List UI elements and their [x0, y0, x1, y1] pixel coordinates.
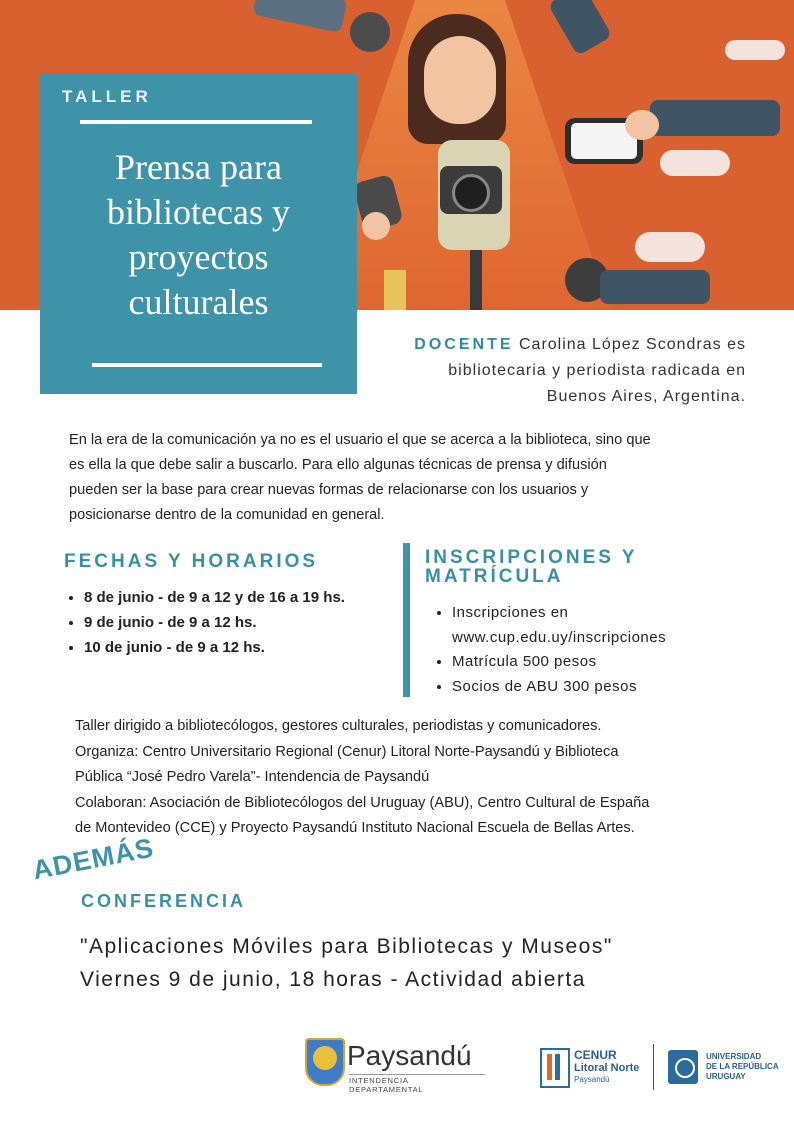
inscripciones-item	[452, 601, 666, 650]
info-line: Pública “José Pedro Varela”- Intendencia de Paysandú	[75, 769, 430, 785]
fecha-item: • 9 de junio - de 9 a 12 hs.	[84, 610, 345, 635]
workshop-label: TALLER	[62, 87, 152, 106]
docente-text: Buenos Aires, Argentina.	[546, 388, 746, 405]
reporter-arm	[650, 100, 780, 136]
microphone-icon	[350, 12, 390, 52]
ademas-label: ADEMÁS	[30, 832, 157, 886]
socios-item: • Socios de ABU 300 pesos	[452, 675, 666, 700]
fechas-title: FECHAS Y HORARIOS	[64, 551, 319, 572]
intro-line: En la era de la comunicación ya no es el usuario el que se acerca a la biblioteca, sino que	[69, 432, 651, 448]
conferencia-name: "Aplicaciones Móviles para Bibliotecas y Museos"	[80, 935, 613, 958]
intro-line: pueden ser la base para crear nuevas formas de relacionarse con los usuarios y	[69, 482, 589, 498]
reporter-legs	[470, 250, 482, 310]
cenur-city: Paysandú	[574, 1075, 610, 1084]
reporter-arm	[600, 270, 710, 304]
docente-label: DOCENTE	[414, 336, 514, 353]
cloud-decoration	[725, 40, 785, 60]
fechas-list	[66, 585, 345, 660]
inscripciones-link[interactable]: www.cup.edu.uy/inscripciones	[452, 628, 667, 646]
inscripciones-title-line: MATRÍCULA	[425, 566, 564, 587]
info-line: de Montevideo (CCE) y Proyecto Paysandú Instituto Nacional Escuela de Bellas Artes.	[75, 820, 635, 836]
fecha-item: • 8 de junio - de 9 a 12 y de 16 a 19 hs.	[84, 585, 345, 610]
conferencia-details	[80, 930, 613, 996]
camera-icon	[440, 166, 502, 214]
section-divider	[403, 543, 410, 697]
conferencia-title: CONFERENCIA	[81, 891, 247, 911]
paysandu-shield-icon	[305, 1038, 345, 1086]
title-divider-top	[80, 120, 312, 124]
reporter-arm	[252, 0, 347, 33]
conferencia-date: Viernes 9 de junio, 18 horas - Actividad abierta	[80, 968, 586, 991]
title-line: bibliotecas y	[107, 192, 290, 232]
docente-text: bibliotecaria y periodista radicada en	[448, 362, 746, 379]
paysandu-subtitle: INTENDENCIA DEPARTAMENTAL	[349, 1074, 485, 1094]
paysandu-name: Paysandú	[347, 1040, 472, 1071]
inscripciones-title-line: INSCRIPCIONES Y	[425, 547, 638, 568]
title-line: proyectos	[128, 237, 269, 277]
inscripciones-title	[425, 548, 638, 586]
title-divider-bottom	[92, 363, 322, 367]
workshop-title	[40, 145, 357, 325]
paysandu-logo	[305, 1038, 485, 1094]
reporter-face	[424, 36, 496, 124]
cenur-logo	[540, 1046, 650, 1086]
logo-divider	[653, 1044, 654, 1090]
reporter-arm	[548, 0, 613, 56]
info-line: Colaboran: Asociación de Bibliotecólogos del Uruguay (ABU), Centro Cultural de España	[75, 794, 650, 811]
fecha-item: • 10 de junio - de 9 a 12 hs.	[84, 635, 345, 660]
docente-block	[380, 332, 746, 410]
hand-illustration	[362, 212, 390, 240]
intro-line: es ella la que debe salir a buscarlo. Para ello algunas técnicas de prensa y difusión	[69, 457, 607, 473]
info-line: Taller dirigido a bibliotecólogos, gestores culturales, periodistas y comunicadores.	[75, 718, 602, 734]
cenur-name: CENUR	[574, 1048, 617, 1062]
docente-text: Carolina López Scondras es	[518, 336, 746, 353]
intro-paragraph	[69, 428, 729, 528]
matricula-item: • Matrícula 500 pesos	[452, 650, 666, 675]
pencil-decoration	[384, 270, 406, 310]
inscripciones-list	[434, 601, 666, 699]
cloud-decoration	[660, 150, 730, 176]
title-line: culturales	[128, 282, 269, 322]
cloud-decoration	[635, 232, 705, 262]
info-line: Organiza: Centro Universitario Regional (Cenur) Litoral Norte-Paysandú y Biblioteca	[75, 743, 619, 760]
cenur-mark-icon	[540, 1048, 570, 1088]
title-box	[40, 73, 357, 394]
title-line: Prensa para	[115, 147, 282, 187]
info-paragraph	[75, 714, 765, 842]
hand-illustration	[625, 110, 659, 140]
cenur-region: Litoral Norte	[574, 1062, 640, 1074]
intro-line: posicionarse dentro de la comunidad en general.	[69, 507, 385, 523]
udelar-logo	[668, 1048, 788, 1088]
udelar-name: UNIVERSIDAD DE LA REPÚBLICA URUGUAY	[706, 1052, 779, 1081]
inscripciones-text: Inscripciones en	[452, 604, 569, 621]
udelar-emblem-icon	[668, 1050, 698, 1084]
